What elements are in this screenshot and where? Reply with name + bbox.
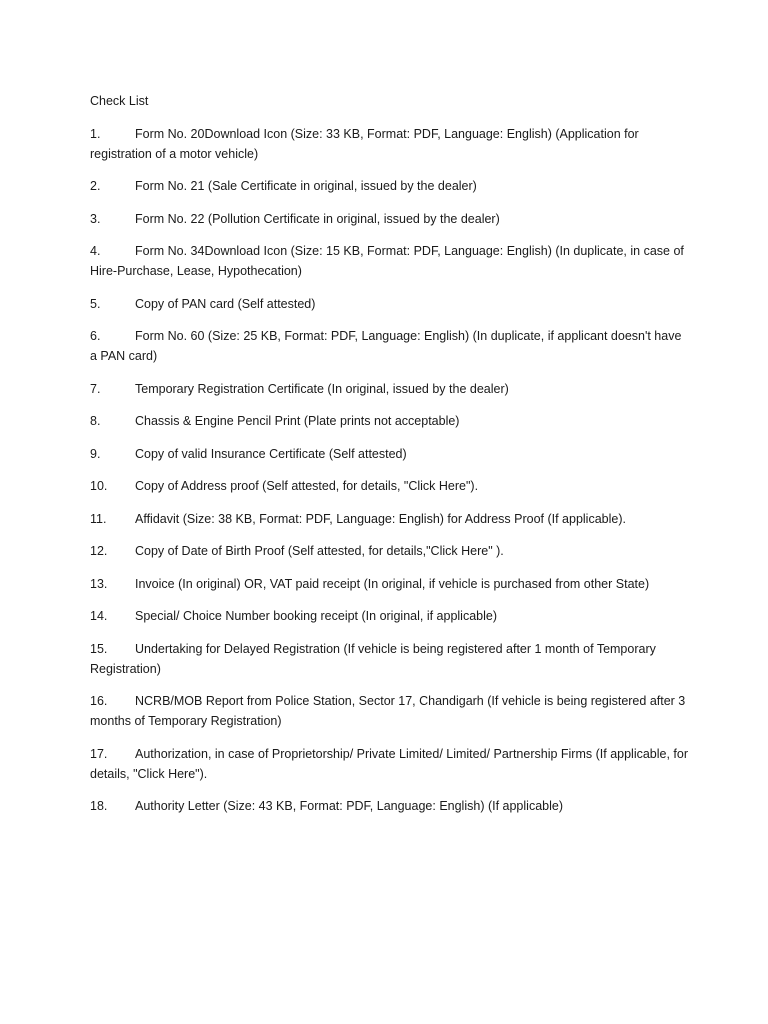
checklist-item-text: NCRB/MOB Report from Police Station, Sector 17, Chandigarh (If vehicle is being registered after 3 months of Temporary Registration) [90,694,686,728]
checklist-item-number: 6. [90,329,101,343]
checklist-item-number: 14. [90,609,108,623]
checklist-item-text: Copy of PAN card (Self attested) [135,296,316,311]
checklist-item [90,744,690,784]
checklist-item-number: 8. [90,414,101,428]
checklist [90,124,690,817]
checklist-item-text: Form No. 20Download Icon (Size: 33 KB, Format: PDF, Language: English) (Application for registration of a motor vehicle) [90,126,639,161]
checklist-item-text: Temporary Registration Certificate (In original, issued by the dealer) [135,381,509,396]
checklist-item-number: 15. [90,641,108,656]
checklist-item [90,541,690,561]
checklist-item-text: Form No. 21 (Sale Certificate in original, issued by the dealer) [135,179,477,193]
checklist-item [90,411,690,431]
checklist-item-number: 2. [90,179,101,193]
checklist-item-number: 11. [90,511,107,526]
checklist-item [90,444,690,464]
checklist-item [90,124,690,164]
checklist-item-text: Affidavit (Size: 38 KB, Format: PDF, Language: English) for Address Proof (If applicable). [135,511,626,526]
checklist-item-text: Authority Letter (Size: 43 KB, Format: PDF, Language: English) (If applicable) [135,799,563,813]
checklist-item [90,796,690,816]
checklist-item-number: 7. [90,381,101,396]
checklist-item-text: Copy of valid Insurance Certificate (Self attested) [135,446,407,461]
checklist-item-number: 16. [90,694,108,708]
document-title: Check List [90,94,149,108]
checklist-item [90,379,690,399]
checklist-item-number: 4. [90,244,101,258]
checklist-item-number: 17. [90,746,108,761]
checklist-item-text: Undertaking for Delayed Registration (If vehicle is being registered after 1 month of Temporary Registration) [90,641,656,676]
checklist-item-text: Chassis & Engine Pencil Print (Plate prints not acceptable) [135,414,460,428]
checklist-item [90,606,690,626]
checklist-item-text: Authorization, in case of Proprietorship/ Private Limited/ Limited/ Partnership Firms (If applicable, for details, "Click Here"). [90,746,689,781]
checklist-item-number: 9. [90,446,101,461]
checklist-item [90,691,690,731]
checklist-item-text: Form No. 22 (Pollution Certificate in original, issued by the dealer) [135,211,500,226]
checklist-item [90,476,690,496]
checklist-item-text: Form No. 34Download Icon (Size: 15 KB, Format: PDF, Language: English) (In duplicate, in case of Hire-Purchase, Lease, Hypothecation) [90,244,684,278]
checklist-item [90,574,690,594]
checklist-item-number: 5. [90,296,101,311]
checklist-item-number: 3. [90,211,101,226]
checklist-item-number: 10. [90,479,108,493]
checklist-item-text: Form No. 60 (Size: 25 KB, Format: PDF, Language: English) (In duplicate, if applicant doesn't have a PAN card) [90,329,682,363]
checklist-item-text: Invoice (In original) OR, VAT paid receipt (In original, if vehicle is purchased from other State) [135,576,650,591]
document-content [90,91,690,829]
checklist-item [90,209,690,229]
checklist-item [90,176,690,196]
checklist-item [90,294,690,314]
checklist-item [90,509,690,529]
checklist-item-text: Copy of Date of Birth Proof (Self attested, for details,"Click Here" ). [135,544,504,558]
checklist-item-number: 1. [90,126,101,141]
checklist-item-text: Copy of Address proof (Self attested, for details, "Click Here"). [135,479,479,493]
checklist-item-number: 18. [90,799,108,813]
checklist-item-text: Special/ Choice Number booking receipt (In original, if applicable) [135,609,497,623]
checklist-item-number: 12. [90,544,108,558]
checklist-item [90,639,690,679]
checklist-item [90,241,690,281]
checklist-item [90,326,690,366]
checklist-item-number: 13. [90,576,108,591]
